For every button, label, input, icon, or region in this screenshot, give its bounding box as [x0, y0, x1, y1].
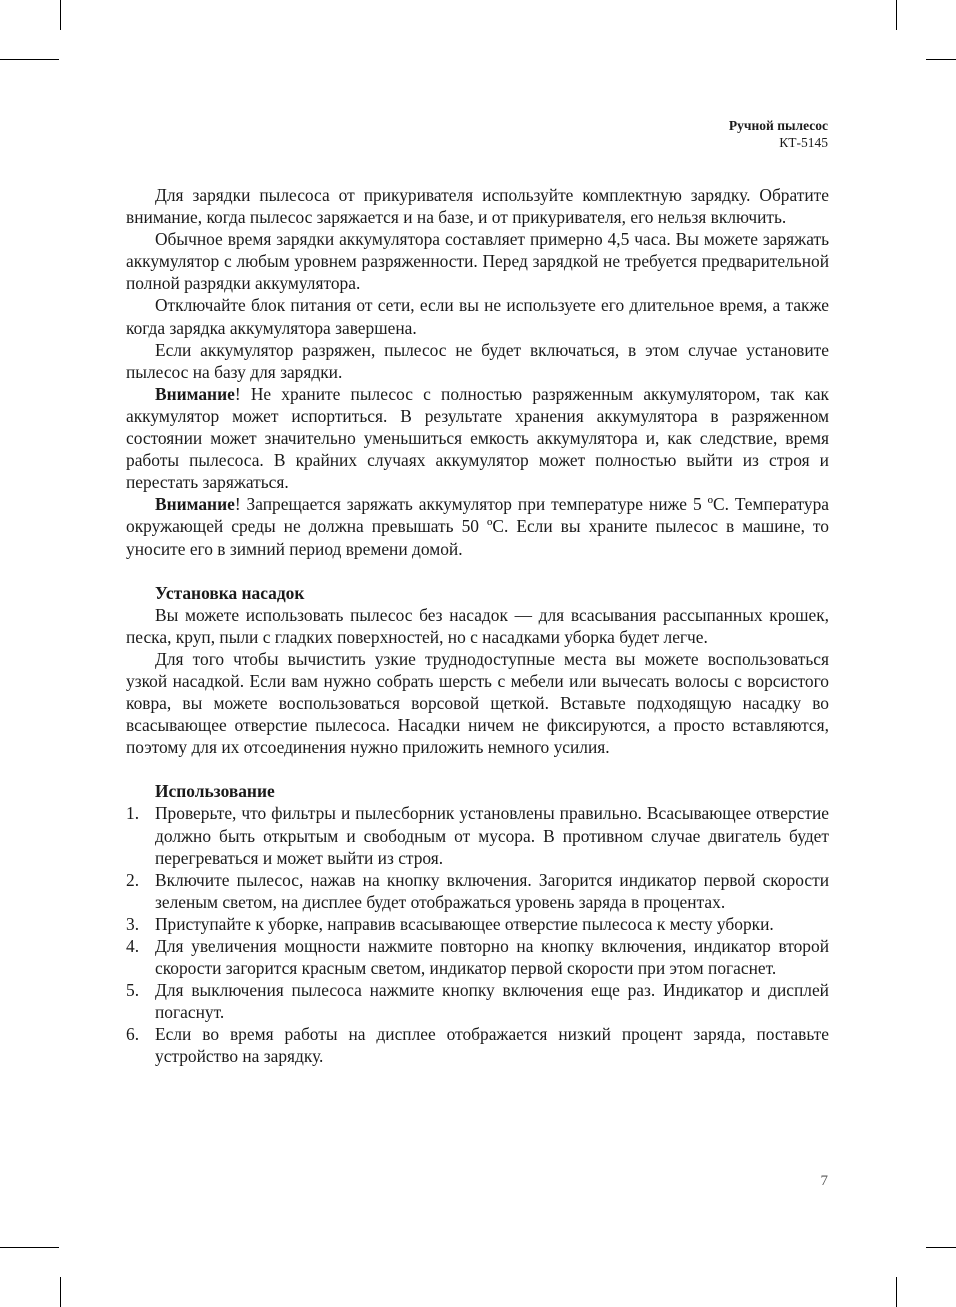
list-item [126, 935, 829, 979]
step-number: 1. [126, 803, 140, 824]
paragraph: Отключайте блок питания от сети, если вы не используете его длительное время, а также когда зарядка аккумулятора завершена. [126, 295, 829, 338]
section-heading-usage: Использование [155, 781, 275, 802]
warning-label: Внимание [155, 383, 235, 404]
page-number: 7 [820, 1173, 828, 1189]
usage-steps-list [126, 802, 829, 1067]
warning-paragraph [126, 383, 829, 493]
page-content [126, 184, 829, 1068]
crop-mark [896, 0, 897, 30]
step-text: Включите пылесос, нажав на кнопку включения. Загорится индикатор первой скорости зеленым светом, на дисплее будет отображаться уровень заряда в процентах. [155, 869, 829, 912]
crop-mark [926, 1247, 956, 1248]
step-number: 3. [126, 913, 140, 934]
section-heading-attachments: Установка насадок [155, 582, 305, 603]
crop-mark [926, 59, 956, 60]
warning-paragraph [126, 493, 829, 559]
header-title: Ручной пылесос [728, 118, 828, 133]
step-number: 5. [126, 980, 140, 1001]
list-item [126, 1023, 829, 1067]
step-text: Приступайте к уборке, направив всасывающее отверстие пылесоса к месту уборки. [155, 913, 774, 934]
crop-mark [60, 1277, 61, 1307]
step-number: 2. [126, 869, 140, 890]
running-header [729, 117, 828, 151]
paragraph: Для того чтобы вычистить узкие труднодоступные места вы можете воспользоваться узкой насадкой. Если вам нужно собрать шерсть с мебели или вычесать волосы с ворсистого ковра, вы можете воспользоваться ворсовой щеткой. Вставьте подходящую насадку во всасывающее отверстие пылесоса. Насадки ничем не фиксируются, а просто вставляются, поэтому для их отсоединения нужно приложить немного усилия. [126, 648, 829, 758]
crop-mark [0, 59, 59, 60]
list-item [126, 869, 829, 913]
warning-text: ! Не храните пылесос с полностью разряженным аккумулятором, так как аккумулятор может испортиться. В результате хранения аккумулятора в разряженном состоянии может значительно уменьшиться емкость аккумулятора и, как следствие, время работы пылесоса. В крайних случаях аккумулятор может полностью выйти из строя и перестать заряжаться. [126, 383, 829, 493]
crop-mark [896, 1277, 897, 1307]
list-item [126, 979, 829, 1023]
step-text: Проверьте, что фильтры и пылесборник установлены правильно. Всасывающее отверстие должно быть открытым и свободным от мусора. В противном случае двигатель будет перегреваться и может выйти из строя. [155, 803, 829, 868]
warning-text: ! Запрещается заряжать аккумулятор при температуре ниже 5 ºС. Температура окружающей среды не должна превышать 50 ºС. Если вы храните пылесос в машине, то уносите его в зимний период времени домой. [126, 494, 829, 559]
step-text: Для выключения пылесоса нажмите кнопку включения еще раз. Индикатор и дисплей погаснут. [155, 980, 829, 1023]
list-item [126, 802, 829, 868]
header-model: КТ-5145 [779, 135, 828, 150]
step-number: 4. [126, 936, 140, 956]
paragraph: Для зарядки пылесоса от прикуривателя используйте комплектную зарядку. Обратите внимание, когда пылесос заряжается и на базе, и от прикуривателя, его нельзя включить. [126, 185, 829, 228]
paragraph: Обычное время зарядки аккумулятора составляет примерно 4,5 часа. Вы можете заряжать аккумулятор с любым уровнем разряженности. Перед зарядкой не требуется предварительной полной разрядки аккумулятора. [126, 229, 829, 294]
step-text: Для увеличения мощности нажмите повторно на кнопку включения, индикатор второй скорости загорится красным светом, индикатор первой скорости при этом погаснет. [155, 936, 829, 979]
step-number: 6. [126, 1024, 140, 1045]
step-text: Если во время работы на дисплее отображается низкий процент заряда, поставьте устройство на зарядку. [155, 1024, 829, 1067]
list-item [126, 913, 829, 935]
crop-mark [0, 1247, 59, 1248]
crop-mark [60, 0, 61, 30]
warning-label: Внимание [155, 494, 235, 515]
paragraph: Если аккумулятор разряжен, пылесос не будет включаться, в этом случае установите пылесос на базу для зарядки. [126, 339, 829, 382]
paragraph: Вы можете использовать пылесос без насадок — для всасывания рассыпанных крошек, песка, круп, пыли с гладких поверхностей, но с насадками уборка будет легче. [126, 604, 829, 647]
